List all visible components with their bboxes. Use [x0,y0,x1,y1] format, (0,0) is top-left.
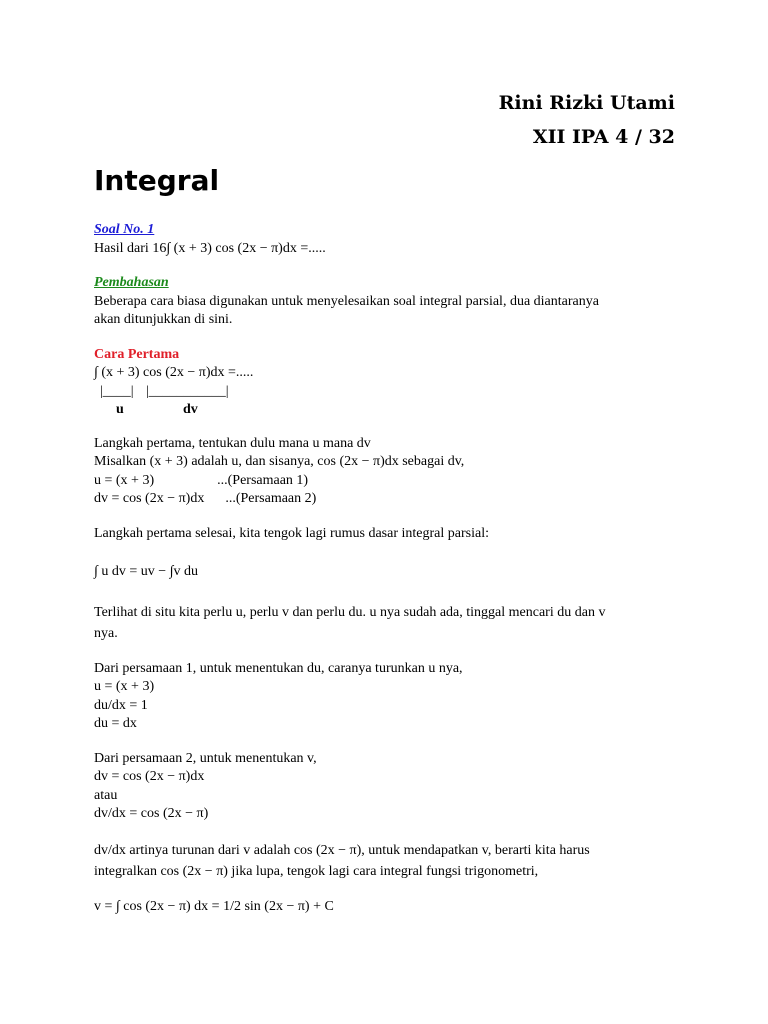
uv-label-row [94,401,684,421]
bracket-row [94,383,684,401]
pembahasan-heading: Pembahasan [94,275,169,290]
pembahasan-text-2: akan ditunjukkan di sini. [94,312,233,327]
step5-line-2: dv = cos (2x − π)dx [94,769,205,784]
step6-line-1: dv/dx artinya turunan dari v adalah cos (2x − π), untuk mendapatkan v, berarti kita harus [94,842,590,858]
cara-pertama-heading: Cara Pertama [94,346,180,362]
bracket-dv: |___________| [146,383,229,399]
step3-line-2: nya. [94,625,118,641]
label-u: u [116,401,124,417]
step4-line-3: du/dx = 1 [94,697,148,713]
step1-line-2: Misalkan (x + 3) adalah u, dan sisanya, cos (2x − π)dx sebagai dv, [94,454,465,469]
step3-line-1: Terlihat di situ kita perlu u, perlu v dan perlu du. u nya sudah ada, tinggal mencari du dan v [94,604,606,620]
step5-line-1: Dari persamaan 2, untuk menentukan v, [94,750,317,766]
step4-line-1: Dari persamaan 1, untuk menentukan du, caranya turunkan u nya, [94,660,463,676]
step4-line-2: u = (x + 3) [94,679,155,694]
pembahasan-text-1: Beberapa cara biasa digunakan untuk menyelesaikan soal integral parsial, dua diantaranya [94,293,599,309]
author-name: Rini Rizki Utami [498,92,675,114]
step2-line: Langkah pertama selesai, kita tengok lagi rumus dasar integral parsial: [94,525,489,541]
integral-formula: ∫ u dv = uv − ∫v du [94,564,198,579]
page-title: Integral [94,164,220,197]
cara-pertama-integral: ∫ (x + 3) cos (2x − π)dx =..... [94,365,254,380]
soal-heading: Soal No. 1 [94,222,155,237]
soal-question: Hasil dari 16∫ (x + 3) cos (2x − π)dx =..... [94,240,326,256]
step4-line-4: du = dx [94,716,137,731]
step5-line-4: dv/dx = cos (2x − π) [94,806,209,821]
step5-line-3: atau [94,787,118,803]
result-line: v = ∫ cos (2x − π) dx = 1/2 sin (2x − π) + C [94,898,334,914]
document-body [94,221,684,916]
step1-line-4: dv = cos (2x − π)dx ...(Persamaan 2) [94,491,317,506]
step1-line-1: Langkah pertama, tentukan dulu mana u mana dv [94,435,371,451]
step6-line-2: integralkan cos (2x − π) jika lupa, tengok lagi cara integral fungsi trigonometri, [94,863,539,879]
step1-line-3: u = (x + 3) ...(Persamaan 1) [94,472,309,488]
author-class: XII IPA 4 / 32 [532,126,675,148]
label-dv: dv [183,401,198,417]
bracket-u: |____| [100,383,134,399]
